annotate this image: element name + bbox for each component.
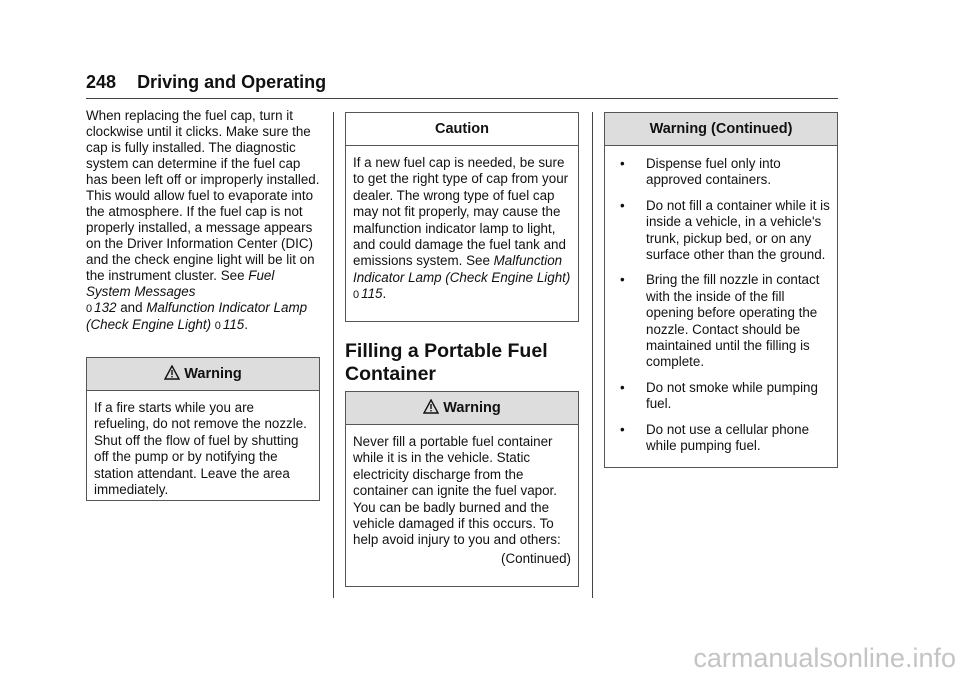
- xref-page-115[interactable]: 115: [222, 317, 245, 332]
- continued-warning-box: [604, 112, 838, 468]
- column-divider-2: [592, 112, 593, 598]
- warning-icon: [164, 365, 180, 380]
- list-item-text: Bring the fill nozzle in contact with the inside of the fill opening before operating the nozzle. Contact should be maintained until the filling is complete.: [646, 272, 820, 370]
- warning-header: [87, 358, 319, 391]
- page-ref-arrow-icon: 0: [214, 320, 221, 332]
- warning-body: [605, 146, 837, 470]
- warning-body: If a fire starts while you are refueling, do not remove the nozzle. Shut off the flow of fuel by shutting off the pump or by notifying the station attendant. Leave the area immediately.: [94, 400, 307, 498]
- fuel-cap-paragraph: [86, 108, 322, 334]
- list-item: [612, 380, 830, 413]
- list-item: [612, 422, 830, 455]
- watermark: carmanualsonline.info: [693, 643, 956, 673]
- portable-container-warning-box: [345, 391, 579, 587]
- period: .: [382, 286, 387, 302]
- warning-body: [346, 425, 578, 573]
- column-1: [86, 108, 322, 334]
- page-number: 248: [86, 72, 117, 92]
- continued-label: (Continued): [501, 550, 571, 566]
- caution-body: [346, 146, 578, 310]
- warning-title: Warning: [443, 400, 501, 416]
- bullet-icon: •: [620, 421, 625, 437]
- page-section-title: Driving and Operating: [137, 72, 327, 92]
- xref-page-115[interactable]: 115: [361, 286, 383, 302]
- header-rule: [86, 98, 838, 99]
- warning-header: [346, 392, 578, 425]
- list-item-text: Do not use a cellular phone while pumping fuel.: [646, 421, 810, 454]
- and-text: and: [120, 300, 143, 315]
- bullet-icon: •: [620, 197, 625, 213]
- list-item: [612, 156, 830, 189]
- warning-icon: [423, 399, 439, 414]
- period: .: [244, 317, 248, 332]
- warning-text: Never fill a portable fuel container while it is in the vehicle. Static electricity discharge from the container can ignite the fuel vapor. You can be badly burned and the vehicle damaged if this occurs. To help avoid injury to you and others:: [353, 434, 561, 548]
- xref-page-132[interactable]: 132: [94, 300, 117, 315]
- list-item-text: Do not fill a container while it is inside a vehicle, in a vehicle's trunk, pickup bed, or on any surface other than the ground.: [646, 197, 830, 263]
- warning-title: Warning: [184, 366, 242, 382]
- xref-fuel-system-messages[interactable]: Fuel System Messages: [86, 268, 275, 299]
- caution-text: If a new fuel cap is needed, be sure to get the right type of cap from your dealer. The wrong type of fuel cap may not fit properly, may cause the malfunction indicator lamp to light, and could damage the fuel tank and emissions system. See: [353, 155, 569, 269]
- warning-continued-header: Warning (Continued): [605, 113, 837, 146]
- section-heading: Filling a Portable Fuel Container: [345, 340, 548, 385]
- page-ref-arrow-icon: 0: [353, 289, 360, 302]
- bullet-icon: •: [620, 272, 625, 288]
- list-item: [612, 198, 830, 264]
- page-ref-arrow-icon: 0: [86, 303, 93, 315]
- list-item-text: Dispense fuel only into approved containers.: [646, 156, 781, 188]
- bullet-icon: •: [620, 379, 625, 395]
- warning-bullet-list: [612, 156, 830, 455]
- xref-malfunction-lamp[interactable]: Malfunction Indicator Lamp (Check Engine Light): [86, 300, 308, 332]
- xref-malfunction-lamp[interactable]: Malfunction Indicator Lamp (Check Engine Light): [353, 253, 571, 285]
- caution-box: [345, 112, 579, 322]
- page-header: [86, 72, 326, 93]
- paragraph-text: When replacing the fuel cap, turn it clockwise until it clicks. Make sure the cap is fully installed. The diagnostic system can determine if the fuel cap has been left off or improperly installed. This would allow fuel to evaporate into the atmosphere. If the fuel cap is not properly installed, a message appears on the Driver Information Center (DIC) and the check engine light will be lit on the instrument cluster. See: [86, 108, 320, 283]
- caution-header: Caution: [346, 113, 578, 146]
- column-divider-1: [333, 112, 334, 598]
- list-item-text: Do not smoke while pumping fuel.: [646, 379, 818, 412]
- bullet-icon: •: [620, 156, 625, 171]
- fire-warning-box: [86, 357, 320, 501]
- list-item: [612, 272, 830, 370]
